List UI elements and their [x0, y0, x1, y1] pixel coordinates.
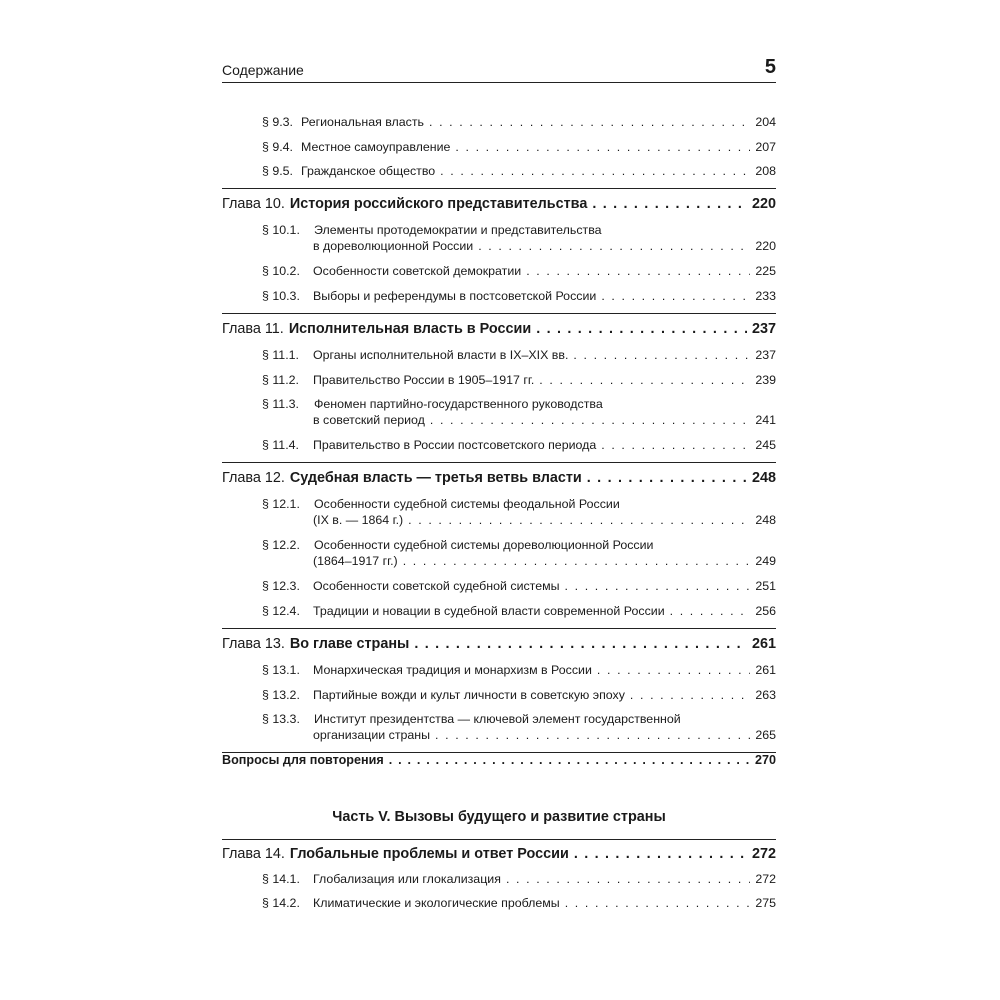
dot-leader — [455, 140, 750, 154]
toc-entry-13-1[interactable] — [262, 663, 776, 677]
part-heading: Часть V. Вызовы будущего и развитие страны — [332, 809, 666, 825]
toc-review-questions[interactable] — [222, 753, 776, 767]
section-title: Выборы и референдумы в постсоветской России — [313, 289, 597, 303]
toc-entry-14-2[interactable] — [262, 896, 776, 910]
chapter-number: Глава 13. — [222, 636, 285, 652]
toc-chapter-11[interactable] — [222, 321, 776, 337]
section-number: § 9.5. — [262, 164, 294, 178]
toc-entry-12-3[interactable] — [262, 579, 776, 593]
section-title: Особенности советской судебной системы — [313, 579, 560, 593]
dot-leader — [587, 470, 747, 486]
dot-leader — [574, 846, 747, 862]
toc-chapter-14[interactable] — [222, 846, 776, 862]
chapter-number: Глава 11. — [222, 321, 284, 337]
page-ref: 272 — [751, 846, 776, 862]
section-title: Региональная власть — [301, 115, 424, 129]
toc-chapter-12[interactable] — [222, 470, 776, 486]
dot-leader — [526, 264, 750, 278]
dot-leader — [408, 513, 750, 527]
dot-leader — [389, 753, 750, 767]
page-ref: 272 — [755, 872, 776, 886]
dot-leader — [435, 728, 750, 742]
section-title: Климатические и экологические проблемы — [313, 896, 560, 910]
toc-entry-9-5[interactable] — [262, 164, 776, 178]
section-title: (IX в. — 1864 г.) — [313, 513, 404, 527]
section-title: Глобализация или глокализация — [313, 872, 501, 886]
divider — [222, 462, 776, 463]
page-ref: 261 — [751, 636, 776, 652]
section-number: § 12.3. — [262, 579, 300, 593]
page-ref: 256 — [755, 604, 776, 618]
section-title: Гражданское общество — [301, 164, 436, 178]
dot-leader — [565, 579, 751, 593]
divider — [222, 313, 776, 314]
section-number: § 13.3. — [262, 712, 300, 726]
chapter-title: Исполнительная власть в России — [288, 321, 532, 337]
header-title: Содержание — [222, 62, 304, 78]
chapter-title: История российского представительства — [289, 196, 588, 212]
section-number: § 11.3. — [262, 397, 299, 411]
page-ref: 251 — [755, 579, 776, 593]
page-ref: 220 — [751, 196, 776, 212]
section-number: § 11.1. — [262, 348, 299, 362]
dot-leader — [630, 688, 750, 702]
dot-leader — [601, 289, 750, 303]
section-title-line1: Элементы протодемократии и представительства — [314, 223, 602, 237]
page-ref: 261 — [755, 663, 776, 677]
section-number: § 13.1. — [262, 663, 300, 677]
divider — [222, 839, 776, 840]
section-number: § 12.1. — [262, 497, 300, 511]
dot-leader — [597, 663, 750, 677]
page-ref: 233 — [755, 289, 776, 303]
page-ref: 204 — [755, 115, 776, 129]
section-number: § 14.2. — [262, 896, 300, 910]
toc-entry-12-4[interactable] — [262, 604, 776, 618]
section-title-line1: Институт президентства — ключевой элемент государственной — [314, 712, 681, 726]
toc-entry-9-3[interactable] — [262, 115, 776, 129]
section-title: Особенности советской демократии — [313, 264, 522, 278]
page-ref: 207 — [755, 140, 776, 154]
page-ref: 248 — [755, 513, 776, 527]
header-rule — [222, 82, 776, 83]
section-title: Партийные вожди и культ личности в советскую эпоху — [313, 688, 625, 702]
toc-page — [222, 0, 776, 1000]
section-title: организации страны — [313, 728, 431, 742]
toc-entry-10-3[interactable] — [262, 289, 776, 303]
dot-leader — [573, 348, 750, 362]
section-title: в советский период — [313, 413, 425, 427]
section-number: § 9.4. — [262, 140, 294, 154]
page-ref: 241 — [755, 413, 776, 427]
toc-chapter-13[interactable] — [222, 636, 776, 652]
chapter-title: Глобальные проблемы и ответ России — [289, 846, 569, 862]
running-header — [222, 58, 776, 80]
toc-chapter-10[interactable] — [222, 196, 776, 212]
dot-leader — [414, 636, 747, 652]
page-ref: 208 — [755, 164, 776, 178]
section-number: § 11.2. — [262, 373, 299, 387]
page-ref: 263 — [755, 688, 776, 702]
chapter-title: Во главе страны — [289, 636, 410, 652]
toc-entry-13-2[interactable] — [262, 688, 776, 702]
section-title-line1: Особенности судебной системы феодальной России — [314, 497, 620, 511]
dot-leader — [536, 321, 747, 337]
dot-leader — [440, 164, 750, 178]
dot-leader — [601, 438, 750, 452]
section-number: § 9.3. — [262, 115, 294, 129]
section-title: (1864–1917 гг.) — [313, 554, 398, 568]
toc-entry-11-1[interactable] — [262, 348, 776, 362]
toc-entry-14-1[interactable] — [262, 872, 776, 886]
page-ref: 239 — [755, 373, 776, 387]
page-ref: 245 — [755, 438, 776, 452]
page-ref: 237 — [751, 321, 776, 337]
section-title: Традиции и новации в судебной власти современной России — [313, 604, 665, 618]
page-ref: 265 — [755, 728, 776, 742]
page-ref: 220 — [755, 239, 776, 253]
dot-leader — [670, 604, 751, 618]
section-number: § 12.4. — [262, 604, 300, 618]
dot-leader — [506, 872, 750, 886]
dot-leader — [429, 115, 750, 129]
dot-leader — [565, 896, 751, 910]
chapter-number: Глава 12. — [222, 470, 285, 486]
dot-leader — [478, 239, 750, 253]
section-title-line1: Феномен партийно-государственного руководства — [314, 397, 603, 411]
page-ref: 225 — [755, 264, 776, 278]
toc-entry-11-2[interactable] — [262, 373, 776, 387]
section-title: в дореволюционной России — [313, 239, 474, 253]
dot-leader — [539, 373, 750, 387]
header-page-number: 5 — [764, 56, 776, 78]
chapter-number: Глава 10. — [222, 196, 285, 212]
section-title-line1: Особенности судебной системы дореволюционной России — [314, 538, 654, 552]
page-ref: 275 — [755, 896, 776, 910]
toc-entry-10-2[interactable] — [262, 264, 776, 278]
section-number: § 10.3. — [262, 289, 300, 303]
chapter-number: Глава 14. — [222, 846, 285, 862]
section-number: § 12.2. — [262, 538, 300, 552]
dot-leader — [403, 554, 751, 568]
section-number: § 10.1. — [262, 223, 300, 237]
section-number: § 14.1. — [262, 872, 300, 886]
divider — [222, 188, 776, 189]
section-title: Правительство России в 1905–1917 гг. — [313, 373, 535, 387]
section-number: § 11.4. — [262, 438, 299, 452]
section-title: Местное самоуправление — [301, 140, 451, 154]
divider — [222, 628, 776, 629]
page-ref: 270 — [754, 753, 776, 767]
page-ref: 248 — [751, 470, 776, 486]
section-title: Органы исполнительной власти в IX–XIX вв. — [313, 348, 569, 362]
section-number: § 10.2. — [262, 264, 300, 278]
toc-entry-11-4[interactable] — [262, 438, 776, 452]
dot-leader — [592, 196, 747, 212]
page-ref: 237 — [755, 348, 776, 362]
section-number: § 13.2. — [262, 688, 300, 702]
section-title: Монархическая традиция и монархизм в России — [313, 663, 592, 677]
toc-entry-9-4[interactable] — [262, 140, 776, 154]
dot-leader — [430, 413, 750, 427]
section-title: Правительство в России постсоветского периода — [313, 438, 597, 452]
chapter-title: Судебная власть — третья ветвь власти — [289, 470, 582, 486]
page-ref: 249 — [755, 554, 776, 568]
review-title: Вопросы для повторения — [222, 753, 384, 767]
